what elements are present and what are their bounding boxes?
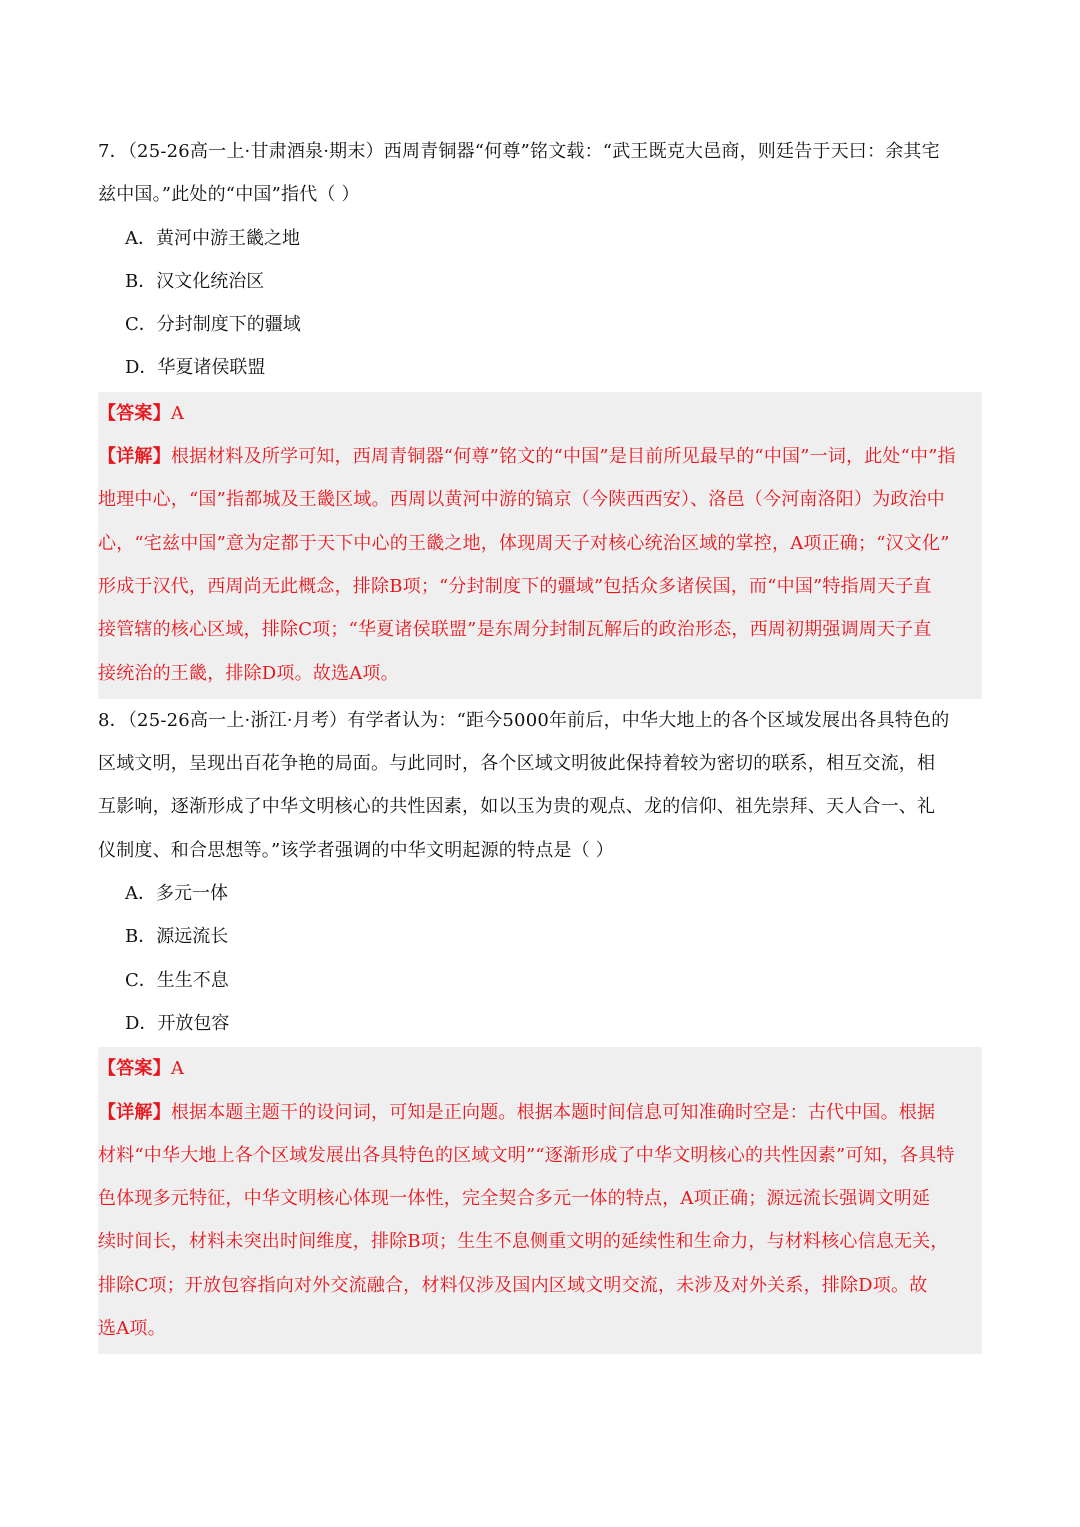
option-c [98,303,982,346]
answer-tag: 【答案】 [98,402,171,424]
stem-line: 8．（25-26高一上·浙江·月考）有学者认为：“距今5000年前后，中华大地上的各个区域发展出各具特色的 [98,709,950,731]
detail-line: 形成于汉代，西周尚无此概念，排除B项；“分封制度下的疆域”包括众多诸侯国，而“中国”特指周天子直 [98,575,932,597]
stem-line: 区域文明，呈现出百花争艳的局面。与此同时，各个区域文明彼此保持着较为密切的联系，相互交流，相 [98,753,936,775]
option-letter: A． [125,227,156,249]
stem-line: 7．（25-26高一上·甘肃酒泉·期末）西周青铜器“何尊”铭文载：“武王既克大邑商，则廷告于天曰：余其宅 [98,141,940,162]
option-text: 开放包容 [157,1012,230,1034]
answer-box [98,1047,982,1354]
answer-value: A [170,402,185,424]
answer-box [98,392,982,699]
detail-line: 接统治的王畿，排除D项。故选A项。 [98,662,399,684]
detail-tag: 【详解】 [98,446,171,468]
option-letter: B． [125,926,157,948]
option-list [98,872,982,1045]
detail-line: 选A项。 [98,1318,166,1340]
stem-line: 互影响，逐渐形成了中华文明核心的共性因素，如以玉为贵的观点、龙的信仰、祖先崇拜、天人合一、礼 [98,796,936,818]
option-a [98,872,982,915]
option-letter: D． [125,357,158,379]
question-8 [98,699,982,1354]
option-text: 生生不息 [156,969,229,991]
option-text: 华夏诸侯联盟 [157,357,266,379]
detail-line: 续时间长，材料未突出时间维度，排除B项；生生不息侧重文明的延续性和生命力，与材料核心信息无关， [98,1231,949,1253]
option-text: 多元一体 [156,883,228,905]
answer-line [98,1047,982,1090]
option-text: 源远流长 [156,926,229,948]
stem-line: 仪制度、和合思想等。”该学者强调的中华文明起源的特点是（ ） [98,839,614,861]
detail-text: 根据本题主题干的设问词，可知是正向题。根据本题时间信息可知准确时空是：古代中国。根据 [170,1101,936,1123]
option-text: 黄河中游王畿之地 [156,227,300,249]
detail-line [98,1091,982,1134]
option-letter: D． [125,1012,158,1034]
answer-value: A [170,1058,185,1080]
detail-line: 材料“中华大地上各个区域发展出各具特色的区域文明”“逐渐形成了中华文明核心的共性因素”可知，各具特 [98,1144,955,1166]
detail-line: 接管辖的核心区域，排除C项；“华夏诸侯联盟”是东周分封制瓦解后的政治形态，西周初期强调周天子直 [98,619,932,641]
detail-line: 地理中心，“国”指都城及王畿区域。西周以黄河中游的镐京（今陕西西安）、洛邑（今河南洛阳）为政治中 [98,489,945,511]
question-stem [98,699,982,872]
detail-text: 根据材料及所学可知，西周青铜器“何尊”铭文的“中国”是目前所见最早的“中国”一词，此处“中”指 [170,446,956,468]
option-letter: C． [125,969,157,991]
option-letter: A． [125,883,156,905]
stem-line: 兹中国。”此处的“中国”指代（ ） [98,184,360,206]
option-list [98,217,982,390]
answer-line [98,392,982,435]
detail-line [98,435,982,478]
detail-line: 色体现多元特征，中华文明核心体现一体性，完全契合多元一体的特点，A项正确；源远流长强调文明延 [98,1188,931,1210]
answer-tag: 【答案】 [98,1058,171,1080]
option-text: 分封制度下的疆域 [156,314,301,336]
document-page [98,130,982,1354]
option-letter: B． [125,270,157,292]
detail-tag: 【详解】 [98,1101,171,1123]
question-stem [98,130,982,217]
option-b [98,260,982,303]
option-b [98,915,982,958]
option-c [98,959,982,1002]
detail-line: 心，“宅兹中国”意为定都于天下中心的王畿之地，体现周天子对核心统治区域的掌控，A项正确；“汉文化” [98,532,950,554]
option-d [98,346,982,389]
question-7 [98,130,982,699]
detail-line: 排除C项；开放包容指向对外交流融合，材料仅涉及国内区域文明交流，未涉及对外关系，排除D项。故 [98,1274,928,1296]
option-a [98,217,982,260]
option-letter: C． [125,314,157,336]
option-d [98,1002,982,1045]
option-text: 汉文化统治区 [156,270,265,292]
